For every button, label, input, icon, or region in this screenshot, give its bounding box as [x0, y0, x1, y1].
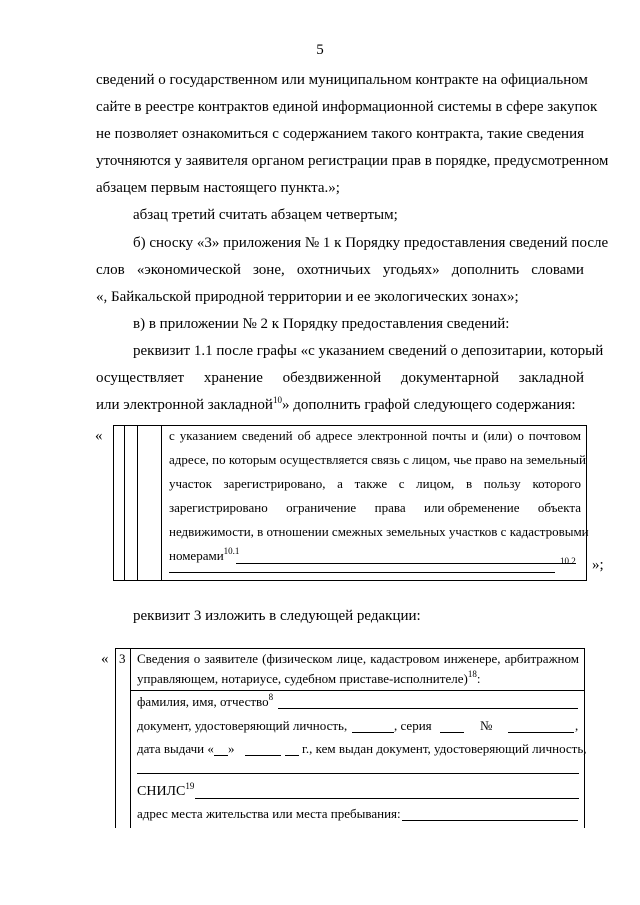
- word: зарегистрировано: [169, 500, 268, 515]
- paragraph-line: [96, 99, 598, 116]
- word: участок: [169, 476, 212, 491]
- text: сайте в реестре контрактов единой информационной системы в сфере закупок: [96, 99, 598, 115]
- word: или обременение: [424, 500, 520, 515]
- word: которого: [532, 476, 581, 491]
- text: или электронной закладной: [96, 397, 273, 413]
- word: обездвиженной: [282, 370, 382, 386]
- table-divider: [124, 425, 125, 580]
- day-field[interactable]: [214, 741, 228, 756]
- text: сведений о государственном или муниципальном контракте на официальном: [96, 72, 588, 88]
- table-divider: [130, 648, 131, 828]
- text: » дополнить графой следующего содержания:: [281, 397, 576, 413]
- series-label: , серия: [394, 718, 432, 733]
- text: управляющем, нотариусе, судебном приставе-исполнителе): [137, 671, 468, 686]
- issuer-field[interactable]: [137, 759, 579, 774]
- text: :: [476, 671, 481, 686]
- table-1-line: недвижимости, в отношении смежных земельных участков с кадастровыми: [169, 524, 589, 539]
- table-divider: [161, 425, 162, 580]
- comma: ,: [575, 718, 579, 733]
- paragraph-line-spread: [96, 370, 584, 387]
- text: Сведения о заявителе (физическом лице, кадастровом инженере, арбитражном: [137, 651, 579, 666]
- paragraph-line: абзацем первым настоящего пункта.»;: [96, 180, 340, 196]
- footnote-ref: 10: [272, 395, 282, 405]
- word: права: [374, 500, 406, 515]
- paragraph-line: б) сноску «3» приложения № 1 к Порядку предоставления сведений после: [133, 235, 609, 251]
- word: документарной: [400, 370, 500, 386]
- number-label: №: [480, 718, 493, 733]
- table-divider: [584, 648, 585, 828]
- footnote-ref: 10.1: [223, 546, 240, 556]
- table-1-line: [169, 428, 581, 444]
- word: а: [337, 476, 343, 491]
- row-number: 3: [119, 651, 126, 666]
- paragraph-line: [96, 397, 576, 414]
- word: пользу: [483, 476, 521, 491]
- word: в: [465, 476, 473, 491]
- table-divider: [137, 425, 138, 580]
- table-2-header-line: [137, 671, 480, 687]
- fio-field[interactable]: [278, 694, 578, 709]
- table-2-header-line: [137, 651, 579, 667]
- year-field[interactable]: [285, 741, 299, 756]
- paragraph-line: в) в приложении № 2 к Порядку предоставления сведений:: [133, 316, 510, 332]
- word: хранение: [203, 370, 263, 386]
- close-quote: »;: [592, 557, 604, 573]
- word: закладной: [518, 370, 584, 386]
- table-1-line-spread: [169, 500, 581, 516]
- footnote-ref: 10.2: [560, 556, 576, 566]
- blank-line: [169, 558, 555, 573]
- open-quote: «: [95, 428, 103, 444]
- word: зоне,: [252, 262, 285, 278]
- word: объекта: [537, 500, 581, 515]
- open-quote: «: [101, 651, 109, 667]
- table-1-line: [169, 452, 586, 468]
- date-mid: »: [228, 741, 235, 756]
- number-field[interactable]: [508, 718, 574, 733]
- snils-field[interactable]: [195, 784, 579, 799]
- word: ограничение: [286, 500, 357, 515]
- text: номерами: [169, 548, 224, 563]
- year-label: г., кем выдан документ, удостоверяющий личность,: [302, 741, 587, 756]
- table-divider: [115, 648, 116, 828]
- word: лицом,: [416, 476, 455, 491]
- footnote-ref: 8: [268, 692, 274, 702]
- footnote-ref: 19: [185, 781, 195, 791]
- footnote-ref: 18: [467, 669, 477, 679]
- page-number: 5: [316, 42, 324, 58]
- text: фамилия, имя, отчество: [137, 694, 269, 709]
- text: с указанием сведений об адресе электронной почты и (или) о почтовом: [169, 428, 581, 443]
- word: слов: [96, 262, 125, 278]
- paragraph-line: [96, 72, 588, 89]
- paragraph-line: реквизит 1.1 после графы «с указанием сведений о депозитарии, который: [133, 343, 604, 359]
- word: зарегистрировано,: [223, 476, 326, 491]
- text: не позволяет ознакомиться с содержанием такого контракта, такие сведения: [96, 126, 584, 142]
- date-label: дата выдачи «: [137, 741, 214, 756]
- table-border-top: [115, 648, 584, 649]
- paragraph-line-spread: [96, 262, 584, 279]
- address-field[interactable]: [402, 806, 578, 821]
- table-1-line-spread: [169, 476, 581, 492]
- word: с: [398, 476, 405, 491]
- word: дополнить: [451, 262, 520, 278]
- paragraph-line: абзац третий считать абзацем четвертым;: [133, 207, 398, 223]
- word: словами: [531, 262, 584, 278]
- series-field[interactable]: [440, 718, 464, 733]
- paragraph-line: «, Байкальской природной территории и ее экологических зонах»;: [96, 289, 519, 305]
- word: осуществляет: [96, 370, 185, 386]
- snils-label: [137, 781, 195, 800]
- doc-type-field[interactable]: [352, 718, 394, 733]
- table-row-divider: [130, 690, 584, 691]
- month-field[interactable]: [245, 741, 281, 756]
- word: охотничьих: [296, 262, 371, 278]
- text: уточняются у заявителя органом регистрации прав в порядке, предусмотренном: [96, 153, 609, 169]
- word: «экономической: [136, 262, 241, 278]
- word: угодьях»: [382, 262, 440, 278]
- paragraph-line: [96, 153, 609, 170]
- fio-label: [137, 694, 273, 710]
- doc-label: документ, удостоверяющий личность,: [137, 718, 348, 733]
- paragraph-line: реквизит 3 изложить в следующей редакции:: [133, 608, 421, 624]
- text: адресе, по которым осуществляется связь с лицом, чье право на земельный: [169, 452, 586, 467]
- word: также: [354, 476, 388, 491]
- paragraph-line: [96, 126, 584, 143]
- address-label: адрес места жительства или места пребывания:: [137, 806, 401, 821]
- text: СНИЛС: [137, 784, 186, 799]
